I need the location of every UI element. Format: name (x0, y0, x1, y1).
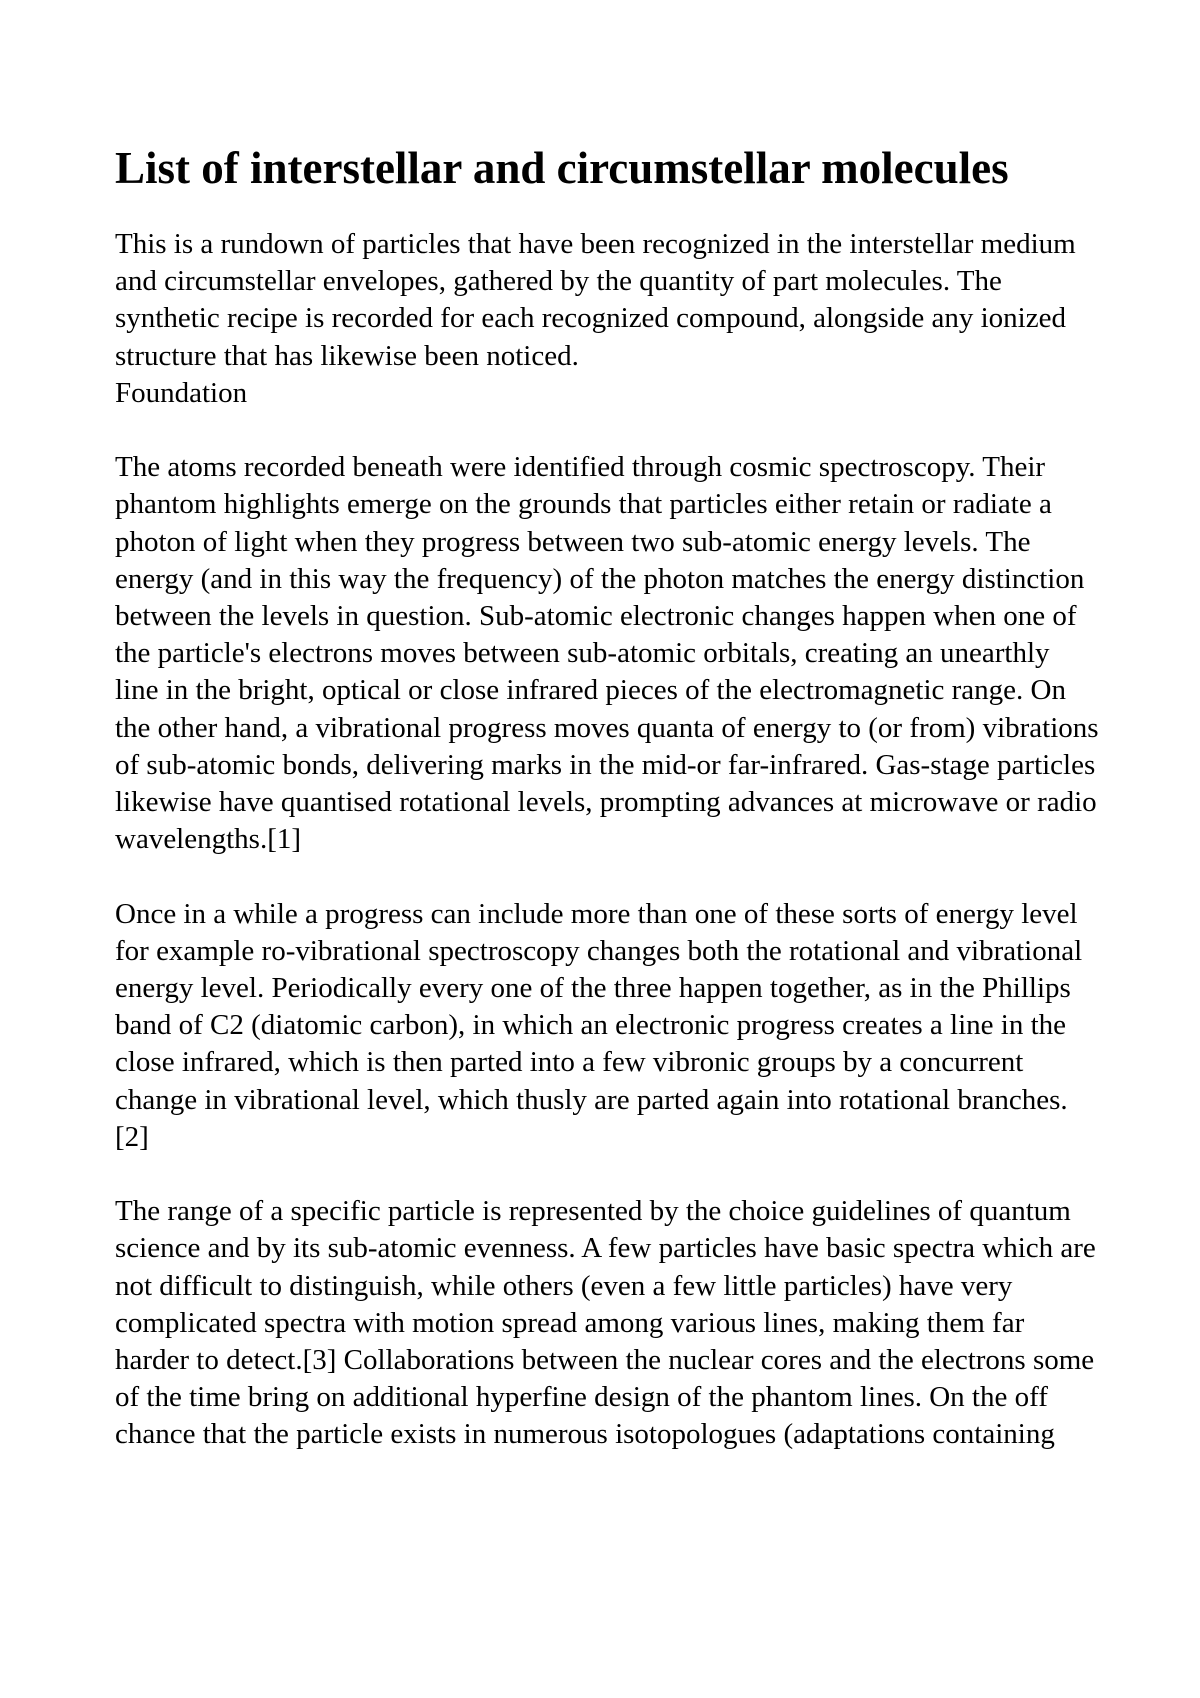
paragraph-gap (115, 1156, 1100, 1193)
paragraph-gap (115, 412, 1100, 449)
paragraph-transitions: Once in a while a progress can include more than one of these sorts of energy level for example ro-vibrational spectroscopy changes both the rotational and vibrational energy level. Periodically every one of the three happen together, as in the Phillips band of C2 (diatomic carbon), in which an electronic progress creates a line in the close infrared, which is then parted into a few vibronic groups by a concurrent change in vibrational level, which thusly are parted again into rotational branches.[2] (115, 897, 1083, 1153)
section-heading-foundation: Foundation (115, 376, 248, 409)
document-page (115, 140, 1100, 1454)
paragraph-spectra-complexity: The range of a specific particle is represented by the choice guidelines of quantum science and by its sub-atomic evenness. A few particles have basic spectra which are not difficult to distinguish, while others (even a few little particles) have very complicated spectra with motion spread among various lines, making them far harder to detect.[3] Collaborations between the nuclear cores and the electrons some of the time bring on additional hyperfine design of the phantom lines. On the off chance that the particle exists in numerous isotopologues (adaptations containing (115, 1195, 1096, 1451)
paragraph-spectroscopy: The atoms recorded beneath were identified through cosmic spectroscopy. Their phantom highlights emerge on the grounds that particles either retain or radiate a photon of light when they progress between two sub-atomic energy levels. The energy (and in this way the frequency) of the photon matches the energy distinction between the levels in question. Sub-atomic electronic changes happen when one of the particle's electrons moves between sub-atomic orbitals, creating an unearthly line in the bright, optical or close infrared pieces of the electromagnetic range. On the other hand, a vibrational progress moves quanta of energy to (or from) vibrations of sub-atomic bonds, delivering marks in the mid-or far-infrared. Gas-stage particles likewise have quantised rotational levels, prompting advances at microwave or radio wavelengths.[1] (115, 451, 1099, 856)
document-title: List of interstellar and circumstellar molecules (115, 143, 1009, 193)
paragraph-gap (115, 858, 1100, 895)
paragraph-intro: This is a rundown of particles that have been recognized in the interstellar medium and circumstellar envelopes, gathered by the quantity of part molecules. The synthetic recipe is recorded for each recognized compound, alongside any ionized structure that has likewise been noticed. (115, 228, 1076, 372)
